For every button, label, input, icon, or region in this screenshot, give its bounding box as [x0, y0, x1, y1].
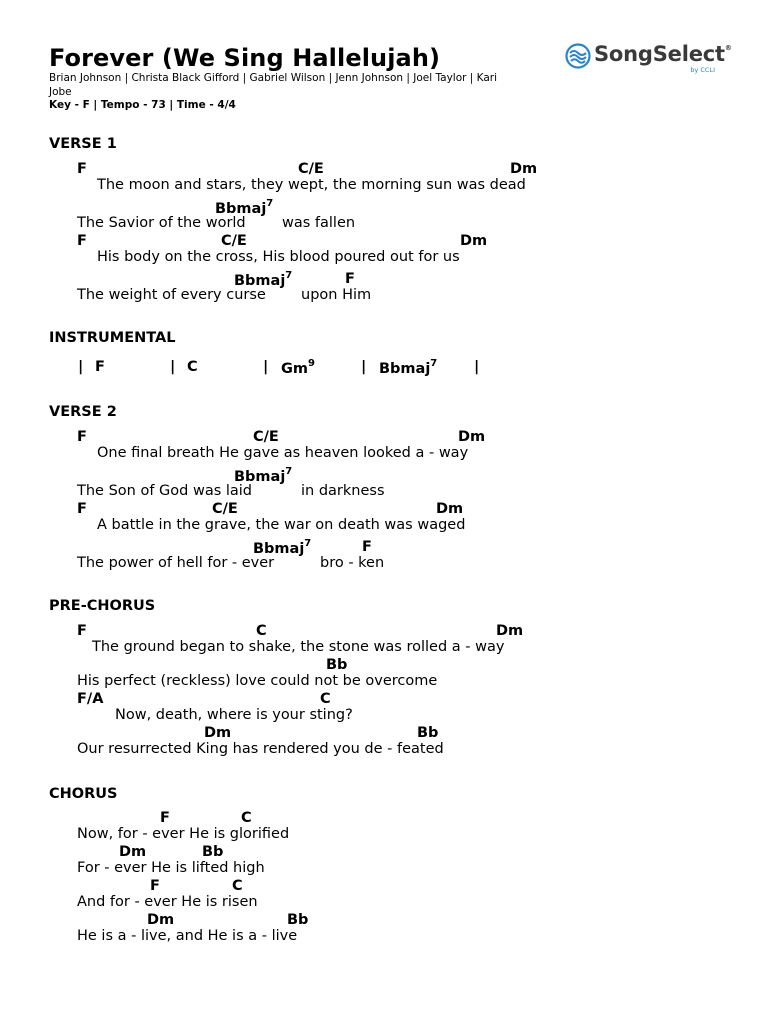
bar-line: |: [263, 359, 269, 375]
lyric-line: upon Him: [301, 287, 372, 303]
lyric-line: His perfect (reckless) love could not be overcome: [77, 673, 438, 689]
songselect-logo: [565, 42, 732, 78]
chord: F: [160, 810, 170, 826]
chord: F: [150, 878, 160, 894]
lyric-line: bro - ken: [320, 555, 385, 571]
lyric-line: A battle in the grave, the war on death was waged: [97, 517, 466, 533]
lyric-line: He is a - live, and He is a - live: [77, 928, 298, 944]
section-heading-verse-1: VERSE 1: [49, 136, 117, 152]
lyric-line: His body on the cross, His blood poured out for us: [97, 249, 460, 265]
bar-line: |: [474, 359, 480, 375]
chord: Dm: [436, 501, 464, 517]
chord: Bbmaj$^7$: [234, 270, 293, 289]
chord: C: [232, 878, 243, 894]
lyric-line: was fallen: [282, 215, 356, 231]
chord: Bb: [326, 657, 348, 673]
chord: Gm$^9$: [281, 358, 315, 377]
songselect-logo-icon: [565, 43, 591, 69]
chord: C/E: [221, 233, 247, 249]
bar-line: |: [361, 359, 367, 375]
chord: F: [77, 623, 87, 639]
chord: C: [241, 810, 252, 826]
chord: Bb: [417, 725, 439, 741]
songselect-logo-text: SongSelect®: [594, 42, 732, 66]
chord: F: [362, 539, 372, 555]
lyric-line: Our resurrected King has rendered you de - feated: [77, 741, 444, 757]
chord: C/E: [253, 429, 279, 445]
chord: C: [256, 623, 267, 639]
song-authors: Brian Johnson | Christa Black Gifford | Gabriel Wilson | Jenn Johnson | Joel Taylor | Kari Jobe: [49, 72, 498, 98]
lyric-line: And for - ever He is risen: [77, 894, 258, 910]
chord: C: [320, 691, 331, 707]
chord: Dm: [119, 844, 147, 860]
chord: C: [187, 359, 198, 375]
chord: Bb: [202, 844, 224, 860]
chord: Dm: [496, 623, 524, 639]
section-heading-chorus: CHORUS: [49, 786, 118, 802]
lyric-line: in darkness: [301, 483, 385, 499]
lyric-line: The power of hell for - ever: [77, 555, 275, 571]
chord: Dm: [510, 161, 538, 177]
section-heading-instrumental: INSTRUMENTAL: [49, 330, 176, 346]
chord: Bbmaj$^7$: [379, 358, 438, 377]
song-meta: Key - F | Tempo - 73 | Time - 4/4: [49, 99, 236, 111]
chord: Dm: [204, 725, 232, 741]
lyric-line: The weight of every curse: [77, 287, 266, 303]
chord: Dm: [458, 429, 486, 445]
chord: F/A: [77, 691, 104, 707]
ccli-byline: by CCLI: [690, 66, 715, 74]
chord: Bbmaj$^7$: [215, 198, 274, 217]
lyric-line: The Son of God was laid: [77, 483, 253, 499]
chord: F: [77, 233, 87, 249]
lyric-line: The Savior of the world: [77, 215, 246, 231]
section-heading-verse-2: VERSE 2: [49, 404, 117, 420]
chord: F: [345, 271, 355, 287]
lyric-line: The ground began to shake, the stone was rolled a - way: [92, 639, 505, 655]
chord: Bbmaj$^7$: [253, 538, 312, 557]
bar-line: |: [170, 359, 176, 375]
chord: F: [77, 501, 87, 517]
chord: C/E: [298, 161, 324, 177]
chord: C/E: [212, 501, 238, 517]
chord: Bbmaj$^7$: [234, 466, 293, 485]
chord: F: [77, 429, 87, 445]
lyric-line: For - ever He is lifted high: [77, 860, 265, 876]
lyric-line: The moon and stars, they wept, the morning sun was dead: [97, 177, 526, 193]
lyric-line: One final breath He gave as heaven looked a - way: [97, 445, 469, 461]
lyric-line: Now, for - ever He is glorified: [77, 826, 290, 842]
chord: F: [77, 161, 87, 177]
chord: Dm: [460, 233, 488, 249]
chord: F: [95, 359, 105, 375]
chord: Bb: [287, 912, 309, 928]
song-title: Forever (We Sing Hallelujah): [49, 44, 441, 72]
bar-line: |: [78, 359, 84, 375]
section-heading-pre-chorus: PRE-CHORUS: [49, 598, 156, 614]
chord: Dm: [147, 912, 175, 928]
lyric-line: Now, death, where is your sting?: [115, 707, 353, 723]
